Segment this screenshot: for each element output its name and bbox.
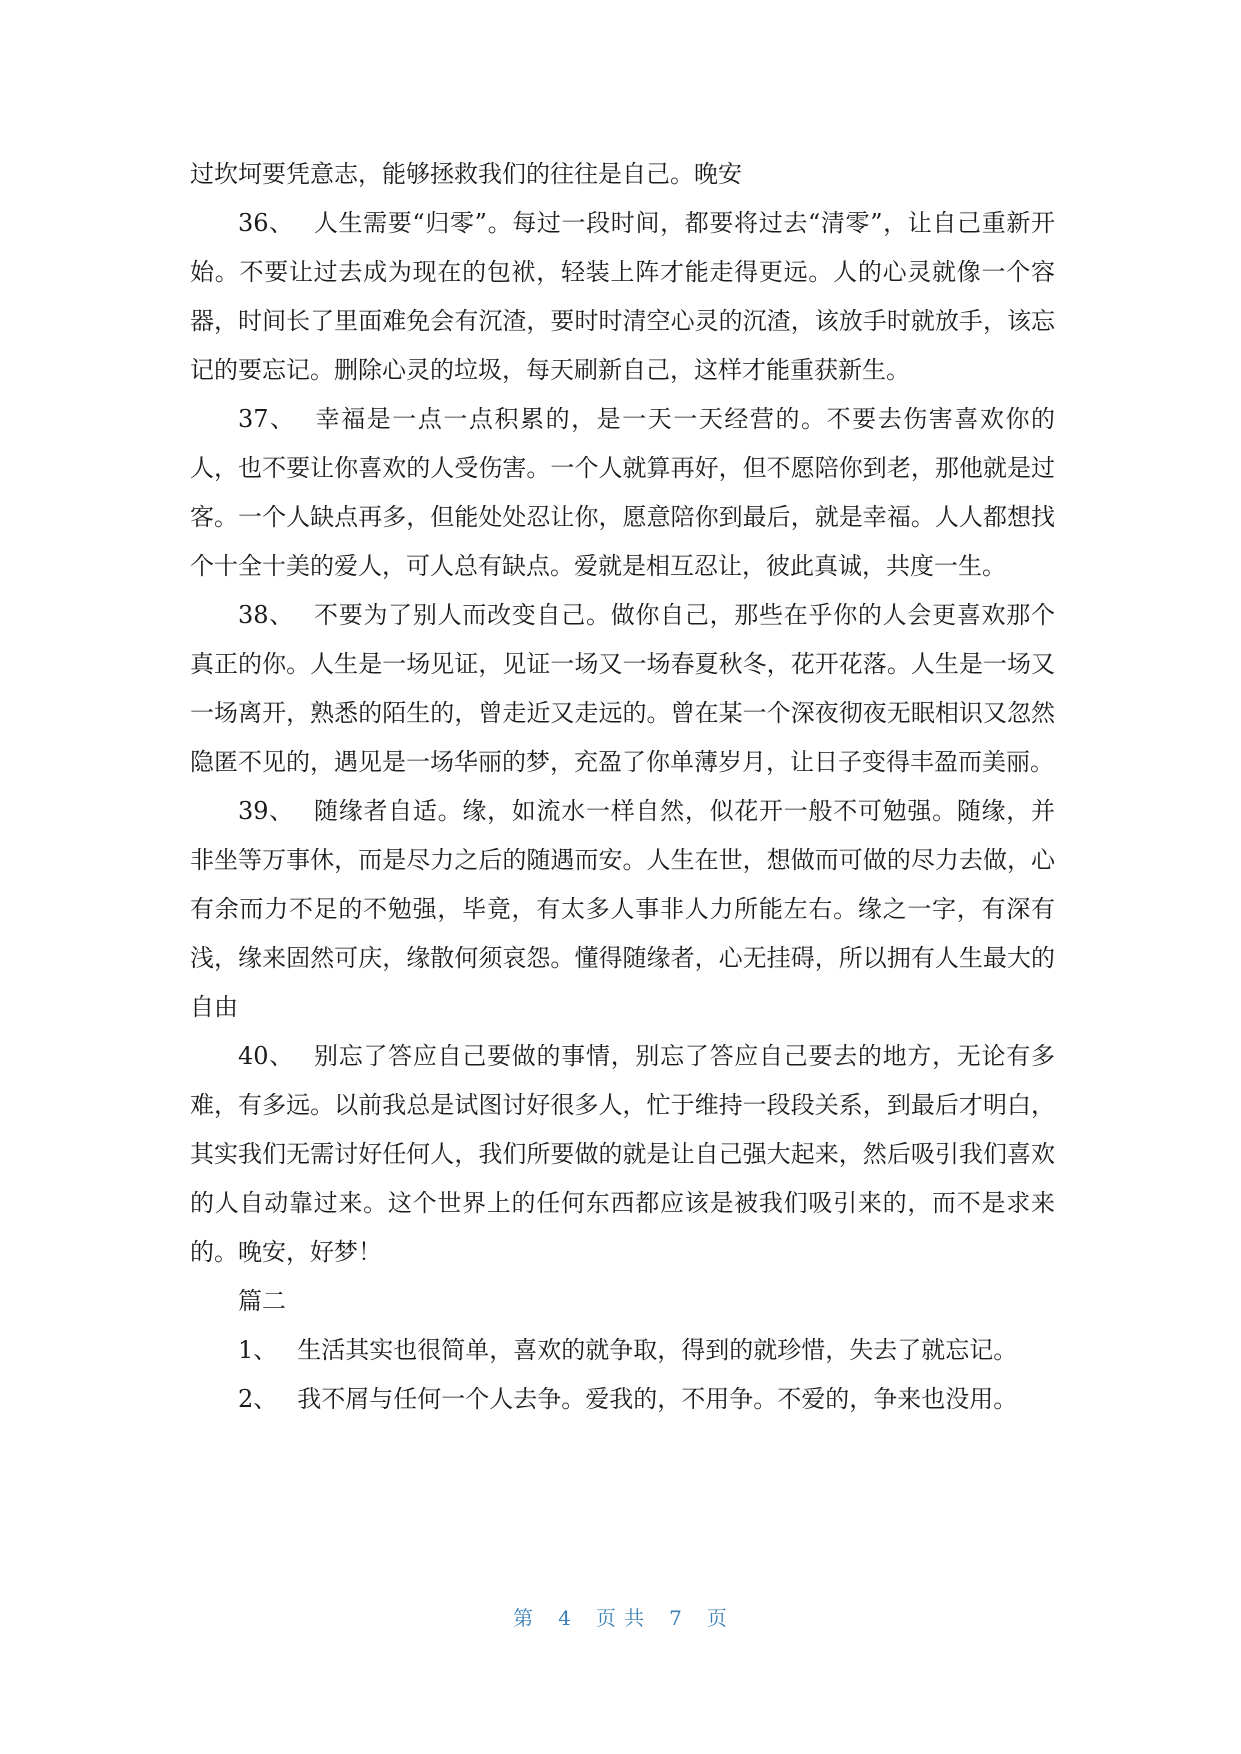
paragraph-item-2 [190, 1375, 1055, 1424]
paragraph-item-38 [190, 591, 1055, 787]
item-number: 37、 [238, 405, 296, 433]
section-title: 篇二 [238, 1287, 286, 1315]
paragraph-item-37 [190, 395, 1055, 591]
item-number: 2、 [238, 1385, 278, 1413]
item-number: 39、 [238, 797, 294, 825]
footer-current-page: 4 [558, 1606, 572, 1630]
paragraph-item-40 [190, 1032, 1055, 1277]
footer-total-pages: 7 [669, 1606, 683, 1630]
paragraph-text: 我不屑与任何一个人去争。爱我的，不用争。不爱的，争来也没用。 [297, 1385, 1018, 1413]
page-footer [0, 1602, 1241, 1631]
paragraph-item-36 [190, 199, 1055, 395]
item-number: 1、 [238, 1336, 278, 1364]
footer-label-end: 页 [706, 1606, 728, 1630]
paragraph-text: 过坎坷要凭意志，能够拯救我们的往往是自己。晚安 [190, 160, 742, 188]
paragraph-text: 随缘者自适。缘，如流水一样自然，似花开一般不可勉强。随缘，并非坐等万事休，而是尽力之后的随遇而安。人生在世，想做而可做的尽力去做，心有余而力不足的不勉强，毕竟，有太多人事非人力所能左右。缘之一字，有深有浅，缘来固然可庆，缘散何须哀怨。懂得随缘者，心无挂碍，所以拥有人生最大的自由 [190, 797, 1056, 1021]
paragraph-text: 幸福是一点一点积累的，是一天一天经营的。不要去伤害喜欢你的人，也不要让你喜欢的人受伤害。一个人就算再好，但不愿陪你到老，那他就是过客。一个人缺点再多，但能处处忍让你，愿意陪你到最后，就是幸福。人人都想找个十全十美的爱人，可人总有缺点。爱就是相互忍让，彼此真诚，共度一生。 [190, 405, 1055, 580]
paragraph-text: 生活其实也很简单，喜欢的就争取，得到的就珍惜，失去了就忘记。 [297, 1336, 1018, 1364]
paragraph-item-1 [190, 1326, 1055, 1375]
document-body [190, 150, 1055, 1424]
paragraph-text: 人生需要“归零”。每过一段时间，都要将过去“清零”，让自己重新开始。不要让过去成为现在的包袱，轻装上阵才能走得更远。人的心灵就像一个容器，时间长了里面难免会有沉渣，要时时清空心灵的沉渣，该放手时就放手，该忘记的要忘记。删除心灵的垃圾，每天刷新自己，这样才能重获新生。 [190, 209, 1055, 384]
footer-label-page: 第 [513, 1606, 535, 1630]
paragraph-text: 不要为了别人而改变自己。做你自己，那些在乎你的人会更喜欢那个真正的你。人生是一场见证，见证一场又一场春夏秋冬，花开花落。人生是一场又一场离开，熟悉的陌生的，曾走近又走远的。曾在某一个深夜彻夜无眠相识又忽然隐匿不见的，遇见是一场华丽的梦，充盈了你单薄岁月，让日子变得丰盈而美丽。 [190, 601, 1056, 776]
paragraph-text: 别忘了答应自己要做的事情，别忘了答应自己要去的地方，无论有多难，有多远。以前我总是试图讨好很多人，忙于维持一段段关系，到最后才明白，其实我们无需讨好任何人，我们所要做的就是让自己强大起来，然后吸引我们喜欢的人自动靠过来。这个世界上的任何东西都应该是被我们吸引来的，而不是求来的。晚安，好梦！ [190, 1042, 1056, 1266]
section-heading [190, 1277, 1055, 1326]
item-number: 40、 [238, 1042, 294, 1070]
item-number: 38、 [238, 601, 294, 629]
paragraph-item-39 [190, 787, 1055, 1032]
footer-label-of: 页 共 [595, 1606, 646, 1630]
item-number: 36、 [238, 209, 294, 237]
paragraph-continuation [190, 150, 1055, 199]
